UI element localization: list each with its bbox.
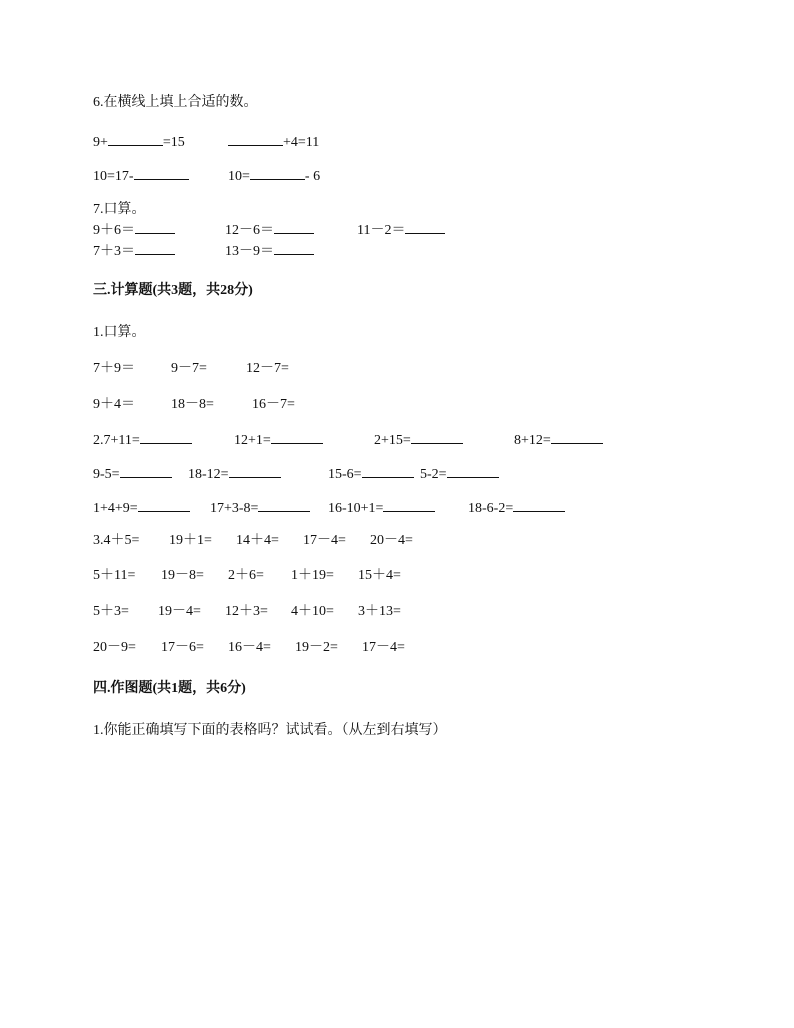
answer-blank[interactable]	[383, 498, 435, 512]
answer-blank[interactable]	[135, 241, 175, 255]
q6-expression: 10=17-	[93, 166, 189, 186]
q2-expression: 16-10+1=	[328, 498, 435, 518]
answer-blank[interactable]	[228, 132, 283, 146]
q7-expression: 9＋6＝	[93, 220, 175, 240]
q3-expression: 17－4=	[303, 533, 346, 548]
q3-expression: 5＋3=	[93, 604, 129, 619]
answer-blank[interactable]	[134, 166, 189, 180]
oral-expression: 7＋9＝	[93, 361, 135, 376]
q3-expression: 20－9=	[93, 640, 136, 655]
s4-q1-title: 1.你能正确填写下面的表格吗？试试看。（从左到右填写）	[93, 723, 447, 738]
section-3-heading: 三.计算题(共3题，共28分)	[93, 283, 253, 298]
answer-blank[interactable]	[274, 220, 314, 234]
s3-q2-row-2	[93, 464, 713, 482]
q3-expression: 16－4=	[228, 640, 271, 655]
q6-expression: 9+ =15	[93, 132, 185, 152]
q3-expression: 3.4＋5=	[93, 533, 140, 548]
q2-expression: 2.7+11=	[93, 430, 192, 450]
oral-expression: 9－7=	[171, 361, 207, 376]
q3-expression: 2＋6=	[228, 568, 264, 583]
answer-blank[interactable]	[140, 430, 192, 444]
s3-q2-row-1	[93, 430, 713, 448]
q6-title: 6.在横线上填上合适的数。	[93, 95, 258, 110]
answer-blank[interactable]	[405, 220, 445, 234]
answer-blank[interactable]	[229, 464, 281, 478]
q6-row-1	[93, 132, 713, 150]
q3-expression: 1＋19=	[291, 568, 334, 583]
q2-expression: 2+15=	[374, 430, 463, 450]
q3-expression: 19－4=	[158, 604, 201, 619]
answer-blank[interactable]	[120, 464, 172, 478]
q7-title: 7.口算。	[93, 202, 146, 217]
answer-blank[interactable]	[135, 220, 175, 234]
q3-expression: 15＋4=	[358, 568, 401, 583]
answer-blank[interactable]	[551, 430, 603, 444]
answer-blank[interactable]	[411, 430, 463, 444]
q7-expression: 11－2＝	[357, 220, 445, 240]
s3-q1-row-1	[93, 360, 713, 378]
q7-expression: 12－6＝	[225, 220, 314, 240]
q7-row-2	[93, 241, 713, 259]
oral-expression: 9＋4＝	[93, 397, 135, 412]
oral-expression: 18－8=	[171, 397, 214, 412]
q2-expression: 12+1=	[234, 430, 323, 450]
q7-row-1	[93, 220, 713, 238]
answer-blank[interactable]	[138, 498, 190, 512]
q3-expression: 17－6=	[161, 640, 204, 655]
answer-blank[interactable]	[513, 498, 565, 512]
s3-q2-row-3	[93, 498, 713, 516]
q6-row-2	[93, 166, 713, 184]
s3-q1-row-2	[93, 396, 713, 414]
answer-blank[interactable]	[271, 430, 323, 444]
q3-expression: 19－2=	[295, 640, 338, 655]
q2-expression: 17+3-8=	[210, 498, 310, 518]
q3-expression: 20－4=	[370, 533, 413, 548]
answer-blank[interactable]	[447, 464, 499, 478]
answer-blank[interactable]	[258, 498, 310, 512]
q3-expression: 5＋11=	[93, 568, 136, 583]
q3-expression: 4＋10=	[291, 604, 334, 619]
q2-expression: 15-6=	[328, 464, 414, 484]
s3-q3-row-4	[93, 639, 713, 657]
s3-q3-row-3	[93, 603, 713, 621]
q6-expression: +4=11	[228, 132, 319, 152]
section-4-heading: 四.作图题(共1题，共6分)	[93, 681, 246, 696]
oral-expression: 12－7=	[246, 361, 289, 376]
q3-expression: 12＋3=	[225, 604, 268, 619]
q2-expression: 1+4+9=	[93, 498, 190, 518]
q3-expression: 17－4=	[362, 640, 405, 655]
answer-blank[interactable]	[274, 241, 314, 255]
q2-expression: 8+12=	[514, 430, 603, 450]
s3-q3-row-1	[93, 532, 713, 550]
q3-expression: 19＋1=	[169, 533, 212, 548]
q3-expression: 19－8=	[161, 568, 204, 583]
answer-blank[interactable]	[108, 132, 163, 146]
q3-expression: 14＋4=	[236, 533, 279, 548]
q7-expression: 7＋3＝	[93, 241, 175, 261]
answer-blank[interactable]	[250, 166, 305, 180]
answer-blank[interactable]	[362, 464, 414, 478]
q3-expression: 3＋13=	[358, 604, 401, 619]
s3-q1-title: 1.口算。	[93, 325, 146, 340]
q2-expression: 9-5=	[93, 464, 172, 484]
oral-expression: 16－7=	[252, 397, 295, 412]
q2-expression: 5-2=	[420, 464, 499, 484]
q2-expression: 18-12=	[188, 464, 281, 484]
q2-expression: 18-6-2=	[468, 498, 565, 518]
s3-q3-row-2	[93, 567, 713, 585]
q6-expression: 10= - 6	[228, 166, 320, 186]
q7-expression: 13－9＝	[225, 241, 314, 261]
